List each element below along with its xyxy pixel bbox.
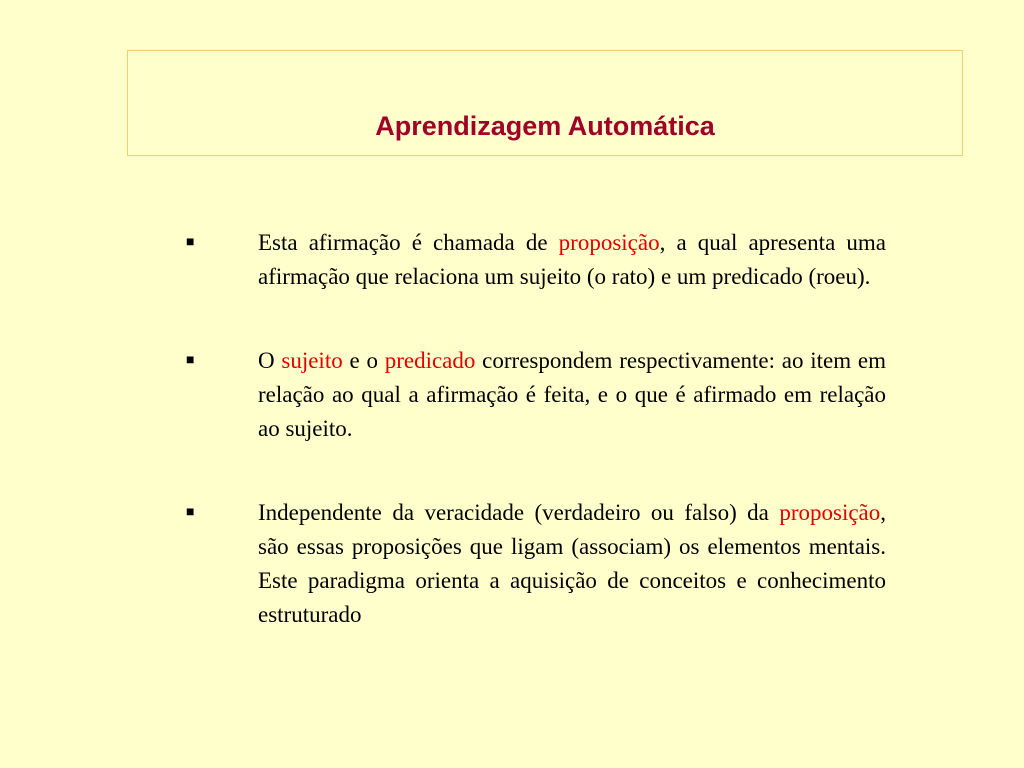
bullet-text: correspondem respectivamente: ao item em relação ao qual a afirmação é feita, e o que é afirmado em relação ao sujeito. [258, 348, 886, 441]
bullet-text: Independente da veracidade (verdadeiro ou falso) da [258, 500, 780, 525]
bullet-item-veracidade [186, 496, 886, 632]
highlight-term-proposicao: proposição [779, 500, 881, 525]
bullet-square-icon: ■ [186, 235, 195, 250]
bullet-list [186, 226, 886, 632]
title-box [127, 50, 963, 156]
bullet-item-sujeito-predicado [186, 344, 886, 446]
bullet-square-icon: ■ [186, 505, 195, 520]
highlight-term-proposicao: proposição [558, 230, 660, 255]
highlight-term-predicado: predicado [384, 348, 476, 373]
bullet-text: Esta afirmação é chamada de [258, 230, 559, 255]
highlight-term-sujeito: sujeito [281, 348, 343, 373]
bullet-text: , a qual apresenta uma afirmação que relaciona um sujeito (o rato) e um predicado (roeu). [258, 230, 886, 289]
bullet-text: , são essas proposições que ligam (associam) os elementos mentais. Este paradigma orienta a aquisição de conceitos e conhecimento estruturado [258, 500, 886, 627]
bullet-text: O [258, 348, 282, 373]
bullet-square-icon: ■ [186, 353, 195, 368]
bullet-text: e o [342, 348, 385, 373]
bullet-item-proposicao [186, 226, 886, 294]
slide-title: Aprendizagem Automática [375, 111, 715, 141]
